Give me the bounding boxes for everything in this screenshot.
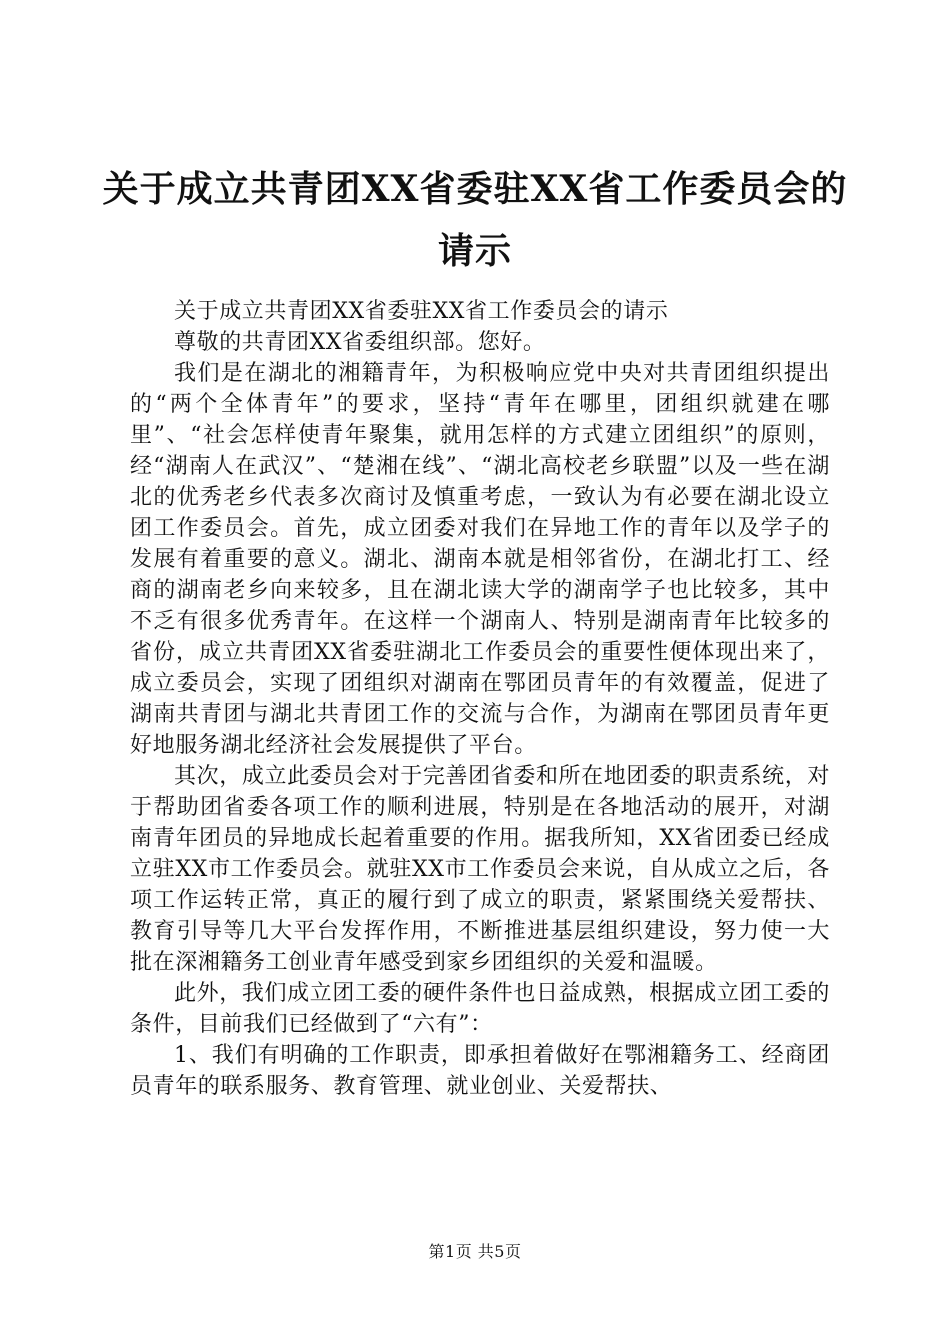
body-paragraph: 我们是在湖北的湘籍青年，为积极响应党中央对共青团组织提出的“两个全体青年”的要求，坚持“青年在哪里，团组织就建在哪里”、“社会怎样使青年聚集，就用怎样的方式建立团组织”的原则，经“湖南人在武汉”、“楚湘在线”、“湖北高校老乡联盟”以及一些在湖北的优秀老乡代表多次商讨及慎重考虑，一致认为有必要在湖北设立团工作委员会。首先，成立团委对我们在异地工作的青年以及学子的发展有着重要的意义。湖北、湖南本就是相邻省份，在湖北打工、经商的湖南老乡向来较多，且在湖北读大学的湖南学子也比较多，其中不乏有很多优秀青年。在这样一个湖南人、特别是湖南青年比较多的省份，成立共青团XX省委驻湖北工作委员会的重要性便体现出来了，成立委员会，实现了团组织对湖南在鄂团员青年的有效覆盖，促进了湖南共青团与湖北共青团工作的交流与合作，为湖南在鄂团员青年更好地服务湖北经济社会发展提供了平台。 xyxy=(130,361,830,758)
document-title: 关于成立共青团XX省委驻XX省工作委员会的请示 xyxy=(102,168,848,272)
body-paragraph: 此外，我们成立团工委的硬件条件也日益成熟，根据成立团工委的条件，目前我们已经做到了“六有”： xyxy=(130,981,830,1037)
page-footer: 第1页 共5页 xyxy=(428,1242,522,1261)
body-paragraph: 其次，成立此委员会对于完善团省委和所在地团委的职责系统，对于帮助团省委各项工作的顺利进展，特别是在各地活动的展开，对湖南青年团员的异地成长起着重要的作用。据我所知，XX省团委已经成立驻XX市工作委员会。就驻XX市工作委员会来说，自从成立之后，各项工作运转正常，真正的履行到了成立的职责，紧紧围绕关爱帮扶、教育引导等几大平台发挥作用，不断推进基层组织建设，努力使一大批在深湘籍务工创业青年感受到家乡团组织的关爱和温暖。 xyxy=(130,764,830,975)
body-paragraph-salutation: 尊敬的共青团XX省委组织部。您好。 xyxy=(174,330,546,355)
document-body xyxy=(130,296,830,1102)
body-list-item: 1、我们有明确的工作职责，即承担着做好在鄂湘籍务工、经商团员青年的联系服务、教育管理、就业创业、关爱帮扶、 xyxy=(130,1043,830,1099)
body-paragraph-subject: 关于成立共青团XX省委驻XX省工作委员会的请示 xyxy=(174,299,669,324)
